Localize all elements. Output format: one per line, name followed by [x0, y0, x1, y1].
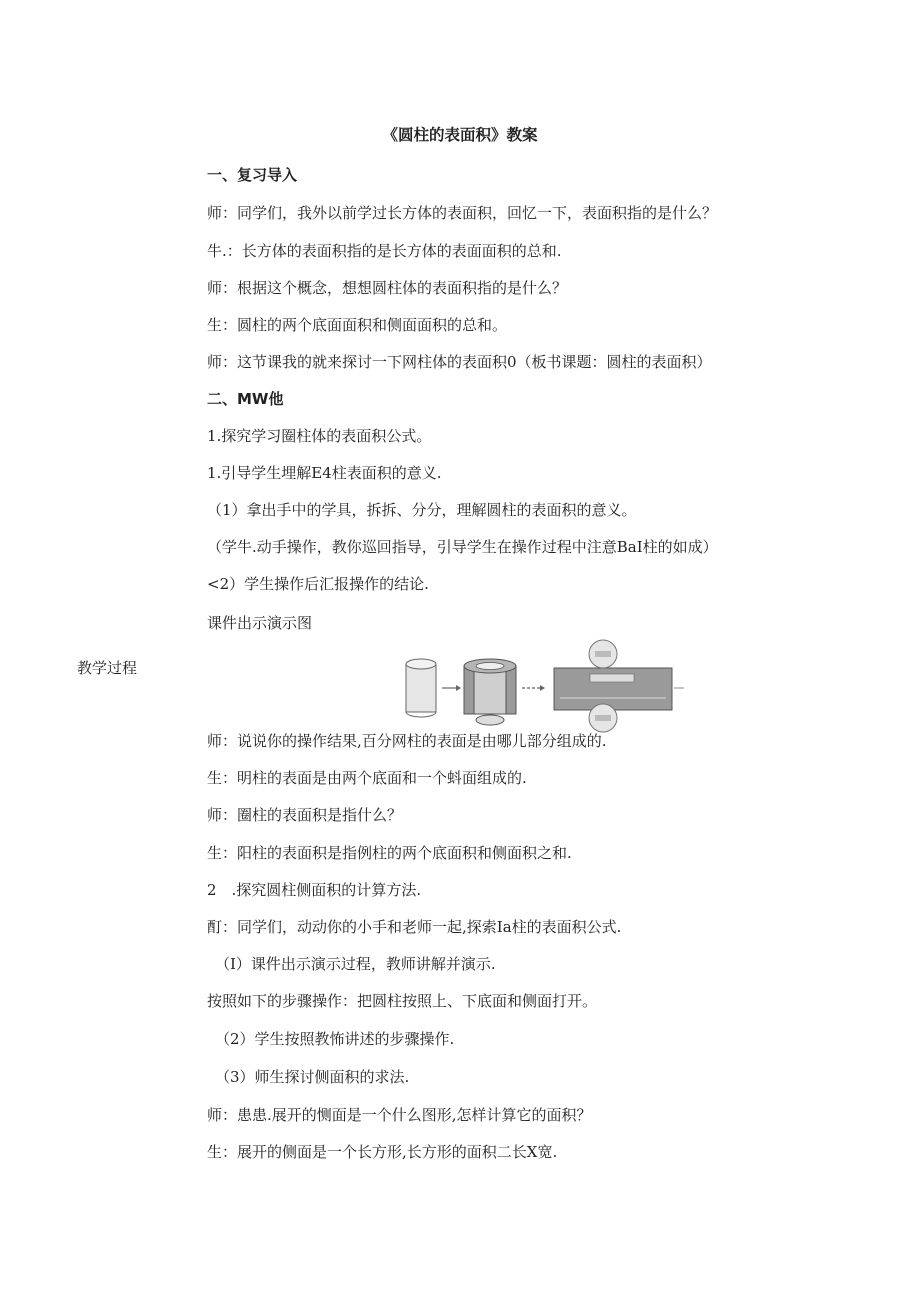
dialogue-line: 师：圈柱的表面积是指什么？ — [207, 806, 403, 824]
step-line: （学牛.动手操作，教你巡回指导，引导学生在操作过程中注意BaI柱的如成） — [207, 538, 718, 556]
step-line: 2 .探究圆柱侧面积的计算方法. — [207, 881, 422, 899]
section-heading-2: 二、MW他 — [207, 390, 284, 408]
dialogue-line: 师：说说你的操作结果,百分网柱的表面是由哪儿部分组成的. — [207, 732, 607, 750]
dialogue-line: 生：圆柱的两个底面面积和侧面面积的总和。 — [207, 316, 508, 334]
document-title: 《圆柱的表面积》教案 — [382, 126, 538, 144]
dialogue-line: 生：阳柱的表面积是指例柱的两个底面积和侧面积之和. — [207, 844, 572, 862]
arrow-icon — [522, 685, 545, 691]
step-line: 1.引导学生埋解E4柱表面积的意义. — [207, 464, 442, 482]
dialogue-line: 生：展开的侧面是一个长方形,长方形的面积二长X宽. — [207, 1143, 558, 1161]
bottom-base-circle-icon — [589, 704, 617, 732]
step-line: 按照如下的步骤操作：把圆柱按照上、下底面和侧面打开。 — [207, 992, 598, 1010]
dialogue-line: 师：患患.展开的恻面是一个什么图形,怎样计算它的面积？ — [207, 1106, 592, 1124]
step-line: （3）师生探讨侧面积的求法. — [215, 1068, 410, 1086]
dialogue-line: 酊：同学们，动动你的小手和老师一起,探索Ia柱的表面积公式. — [207, 918, 622, 936]
unrolled-rectangle-icon — [554, 668, 672, 710]
cylinder-icon — [406, 659, 436, 717]
dialogue-line: 牛.：长方体的表面积指的是长方体的表面面积的总和. — [207, 242, 562, 260]
side-label: 教学过程 — [77, 659, 138, 677]
dialogue-line: 师：根据这个概念，想想圆柱体的表面积指的是什么？ — [207, 279, 568, 297]
step-line: <2）学生操作后汇报操作的结论. — [207, 575, 429, 593]
step-line: （I）课件出示演示过程，教师讲解并演示. — [215, 955, 496, 973]
section-heading-1: 一、复习导入 — [207, 166, 298, 184]
dialogue-line: 师：同学们，我外以前学过长方体的表面积，回忆一下，表面积指的是什么？ — [207, 204, 718, 222]
dialogue-line: 师：这节课我的就来探讨一下网柱体的表面积0（板书课题：圆柱的表面积） — [207, 353, 712, 371]
cylinder-unfold-diagram — [400, 638, 690, 734]
opened-cylinder-icon — [464, 659, 516, 725]
top-base-circle-icon — [589, 640, 617, 668]
dialogue-line: 生：明柱的表面是由两个底面和一个蚪面组成的. — [207, 769, 527, 787]
step-line: 课件出示演示图 — [207, 614, 313, 632]
step-line: 1.探究学习圈柱体的表面积公式。 — [207, 427, 432, 445]
step-line: （1）拿出手中的学具，拆拆、分分，理解圆柱的表面积的意义。 — [207, 501, 637, 519]
step-line: （2）学生按照教怖讲述的步骤操作. — [215, 1030, 455, 1048]
arrow-icon — [442, 685, 461, 691]
